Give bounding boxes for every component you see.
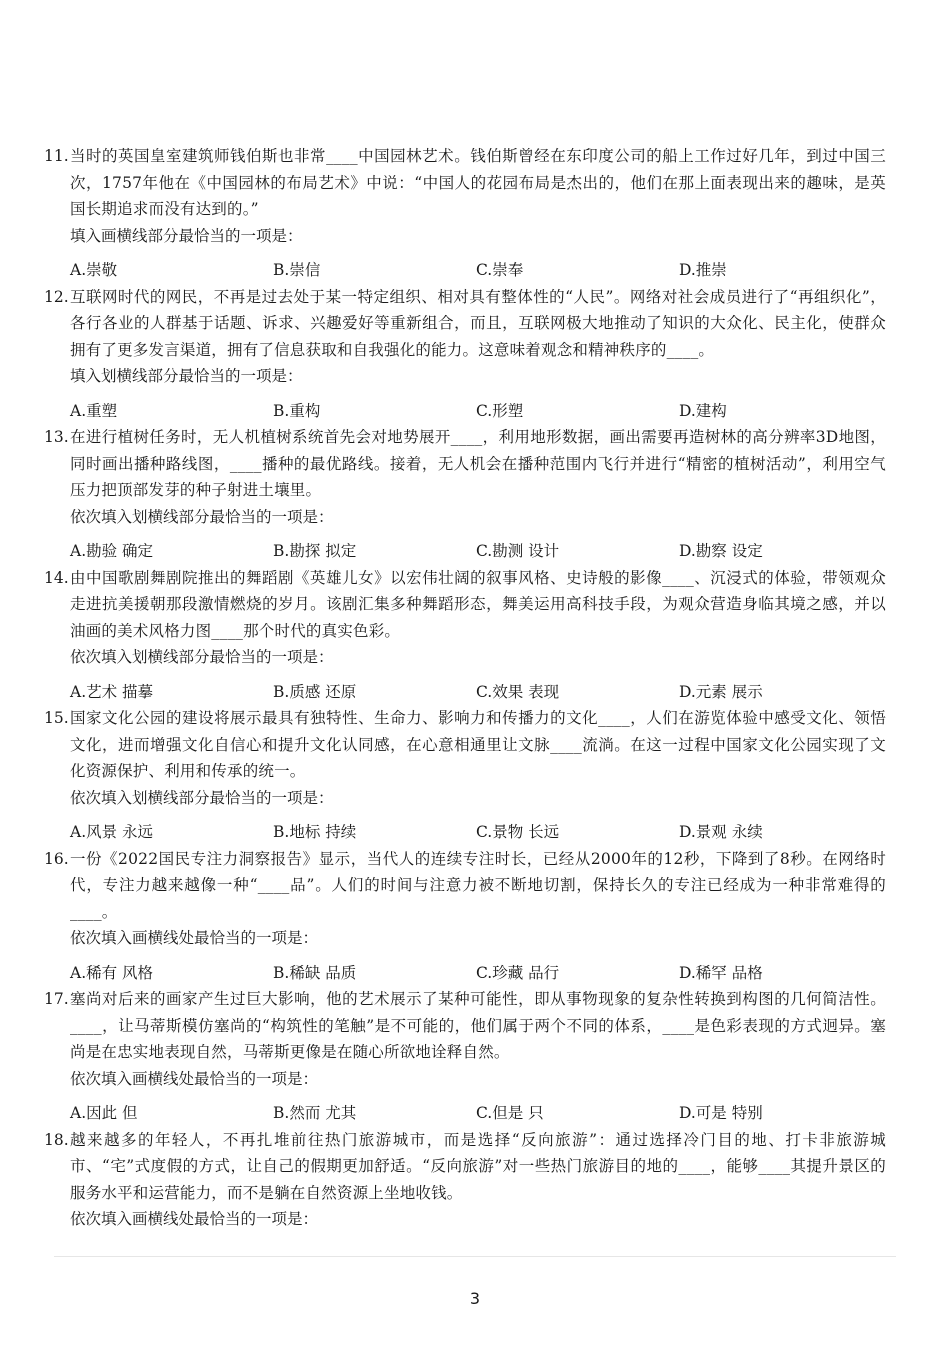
option-d: D.勘察 设定 [679,542,763,560]
options-row [70,1100,886,1127]
question-17 [44,986,886,1127]
option-c: C.景物 长远 [476,823,560,841]
question-12 [44,284,886,425]
question-number: 12. [44,287,69,306]
option-b: B.勘探 拟定 [273,542,357,560]
option-a: A.崇敬 [70,261,118,279]
question-text: 互联网时代的网民，不再是过去处于某一特定组织、相对具有整体性的“人民”。网络对社会成员进行了“再组织化”，各行各业的人群基于话题、诉求、兴趣爱好等重新组合，而且，互联网极大地推动了知识的大众化、民主化，使群众拥有了更多发言渠道，拥有了信息获取和自我强化的能力。这意味着观念和精神秩序的____。 [70,287,886,359]
option-a: A.风景 永远 [70,823,154,841]
question-number: 15. [44,709,69,727]
question-text: 塞尚对后来的画家产生过巨大影响，他的艺术展示了某种可能性，即从事物现象的复杂性转换到构图的几何简洁性。____，让马蒂斯模仿塞尚的“构筑性的笔触”是不可能的，他们属于两个不同的体系，____是色彩表现的方式迥异。塞尚是在忠实地表现自然，马蒂斯更像是在随心所欲地诠释自然。 [70,990,886,1061]
option-a: A.艺术 描摹 [70,682,154,701]
question-prompt: 依次填入画横线处最恰当的一项是： [70,1069,319,1088]
question-text: 由中国歌剧舞剧院推出的舞蹈剧《英雄儿女》以宏伟壮阔的叙事风格、史诗般的影像____、沉浸式的体验，带领观众走进抗美援朝那段激情燃烧的岁月。该剧汇集多种舞蹈形态，舞美运用高科技手段，为观众营造身临其境之感，并以油画的美术风格力图____那个时代的真实色彩。 [70,568,886,640]
option-d: D.景观 永续 [679,823,763,841]
question-14 [44,565,886,706]
question-prompt: 依次填入划横线部分最恰当的一项是： [70,648,334,666]
option-a: A.勘验 确定 [70,542,154,560]
question-number: 18. [44,1130,69,1149]
option-d: D.元素 展示 [679,682,763,701]
option-d: D.稀罕 品格 [679,963,763,982]
question-prompt: 填入画横线部分最恰当的一项是： [70,226,303,245]
options-row [70,679,886,706]
footer-divider [54,1256,896,1257]
question-18 [44,1127,886,1233]
question-text: 在进行植树任务时，无人机植树系统首先会对地势展开____，利用地形数据，画出需要再造树林的高分辨率3D地图，同时画出播种路线图，____播种的最优路线。接着，无人机会在播种范围内飞行并进行“精密的植树活动”，利用空气压力把顶部发芽的种子射进土壤里。 [70,428,886,499]
options-row [70,398,886,425]
options-row [70,257,886,284]
option-b: B.稀缺 品质 [273,963,357,982]
option-c: C.效果 表现 [476,682,560,701]
options-row [70,960,886,987]
option-c: C.勘测 设计 [476,542,560,560]
option-c: C.但是 只 [476,1104,544,1122]
options-row [70,819,886,846]
question-text: 一份《2022国民专注力洞察报告》显示，当代人的连续专注时长，已经从2000年的12秒，下降到了8秒。在网络时代，专注力越来越像一种“____品”。人们的时间与注意力被不断地切割，保持长久的专注已经成为一种非常难得的____。 [70,849,886,921]
question-prompt: 依次填入划横线部分最恰当的一项是： [70,507,334,526]
question-number: 14. [44,568,69,587]
question-text: 越来越多的年轻人，不再扎堆前往热门旅游城市，而是选择“反向旅游”：通过选择冷门目的地、打卡非旅游城市、“宅”式度假的方式，让自己的假期更加舒适。“反向旅游”对一些热门旅游目的地的____，能够____其提升景区的服务水平和运营能力，而不是躺在自然资源上坐地收钱。 [70,1130,886,1202]
option-b: B.质感 还原 [273,682,357,701]
question-16 [44,846,886,987]
option-d: D.建构 [679,401,727,420]
page-number: 3 [469,1289,481,1308]
option-a: A.稀有 风格 [70,963,154,982]
question-prompt: 依次填入划横线部分最恰当的一项是： [70,788,334,807]
option-a: A.因此 但 [70,1104,138,1122]
option-d: D.推崇 [679,261,727,279]
question-number: 17. [44,990,69,1008]
option-c: C.形塑 [476,401,524,420]
option-b: B.重构 [273,401,321,420]
option-d: D.可是 特别 [679,1104,763,1122]
question-number: 16. [44,849,69,868]
option-c: C.崇奉 [476,261,524,279]
question-11 [44,143,886,284]
question-13 [44,424,886,565]
options-row [70,538,886,565]
question-text: 当时的英国皇室建筑师钱伯斯也非常____中国园林艺术。钱伯斯曾经在东印度公司的船上工作过好几年，到过中国三次，1757年他在《中国园林的布局艺术》中说：“中国人的花园布局是杰出的，他们在那上面表现出来的趣味，是英国长期追求而没有达到的。” [70,147,886,218]
option-b: B.然而 尤其 [273,1104,357,1122]
question-prompt: 依次填入画横线处最恰当的一项是： [70,1210,319,1228]
question-15 [44,705,886,846]
question-list [44,143,886,1233]
question-text: 国家文化公园的建设将展示最具有独特性、生命力、影响力和传播力的文化____，人们在游览体验中感受文化、领悟文化，进而增强文化自信心和提升文化认同感，在心意相通里让文脉____流淌。在这一过程中国家文化公园实现了文化资源保护、利用和传承的统一。 [70,709,886,780]
option-a: A.重塑 [70,401,118,420]
option-c: C.珍藏 品行 [476,963,560,982]
question-prompt: 填入划横线部分最恰当的一项是： [70,367,303,385]
question-number: 11. [44,147,69,165]
question-prompt: 依次填入画横线处最恰当的一项是： [70,929,319,947]
option-b: B.地标 持续 [273,823,357,841]
question-number: 13. [44,428,69,446]
option-b: B.崇信 [273,261,321,279]
